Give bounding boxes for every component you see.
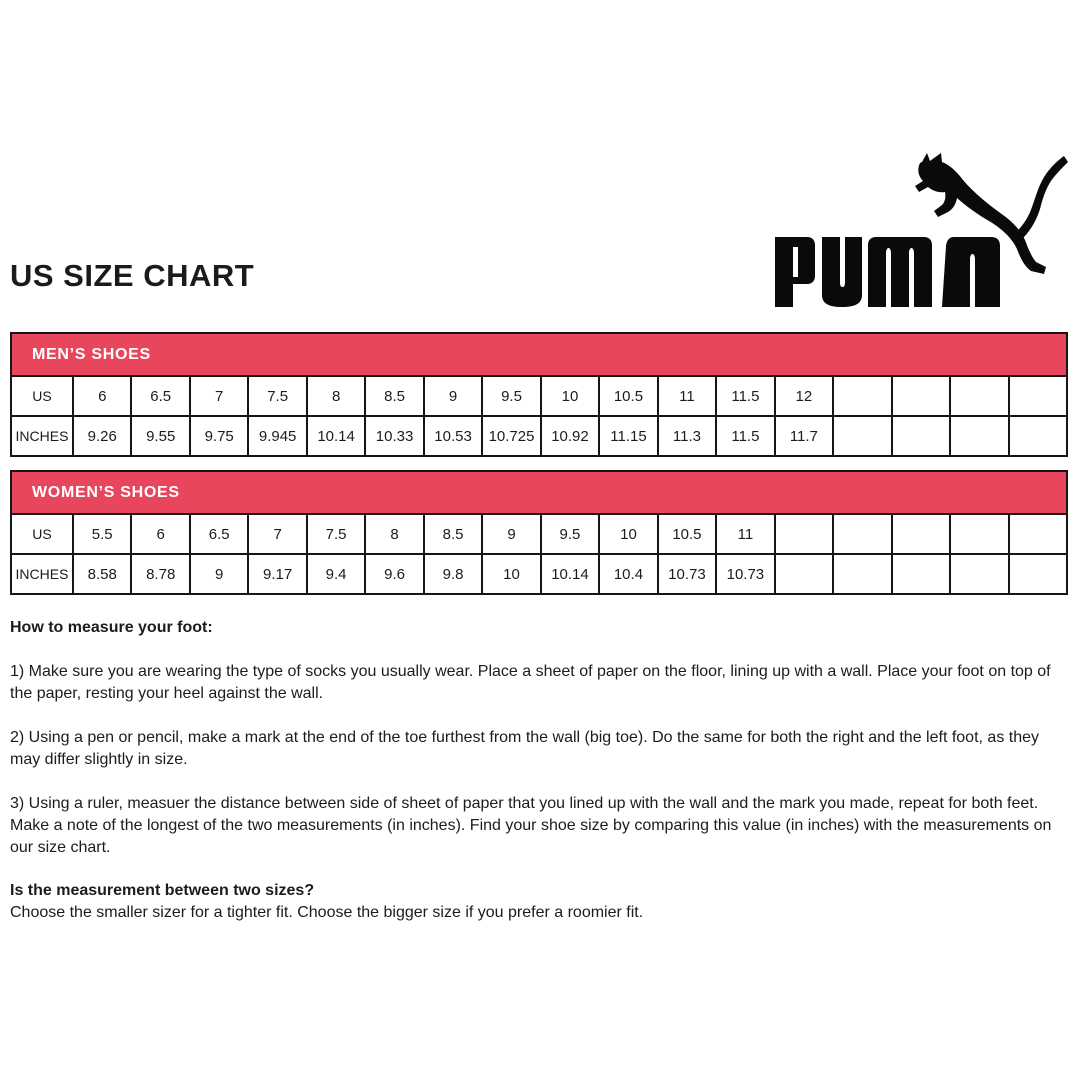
measure-step-3: 3) Using a ruler, measuer the distance between side of sheet of paper that you lined up with the wall and the mark you made, repeat for both feet. Make a note of the longest of the two measurements (in inches). Find your shoe size by comparing this value (in inches) with the measurements on our size chart.	[10, 795, 1052, 856]
size-cell: 9.26	[73, 416, 131, 456]
size-cell	[950, 376, 1008, 416]
womens-table-header	[10, 470, 1068, 513]
size-cell	[950, 514, 1008, 554]
size-cell	[892, 376, 950, 416]
size-cell: 9.55	[131, 416, 189, 456]
size-cell	[1009, 554, 1068, 594]
size-cell: 9.8	[424, 554, 482, 594]
size-cell	[775, 514, 833, 554]
womens-us-row	[11, 514, 1067, 554]
between-sizes-text: Choose the smaller sizer for a tighter fit. Choose the bigger size if you prefer a roomier fit.	[10, 904, 644, 921]
size-cell: 10.53	[424, 416, 482, 456]
size-cell	[1009, 376, 1068, 416]
size-cell	[892, 554, 950, 594]
size-cell: 6	[73, 376, 131, 416]
size-cell: 10	[541, 376, 599, 416]
letter-u	[822, 237, 862, 307]
size-cell: 9.945	[248, 416, 306, 456]
mens-us-row	[11, 376, 1067, 416]
size-cell: 9.6	[365, 554, 423, 594]
size-cell	[1009, 514, 1068, 554]
size-cell: 10.33	[365, 416, 423, 456]
size-tables	[10, 332, 1068, 595]
mens-size-table	[10, 375, 1068, 457]
puma-logo	[770, 147, 1070, 312]
size-cell: 8	[307, 376, 365, 416]
size-cell	[1009, 416, 1068, 456]
mens-inches-row-label: INCHES	[11, 416, 73, 456]
puma-wordmark	[775, 237, 1000, 307]
womens-us-row-label: US	[11, 514, 73, 554]
size-cell: 11.5	[716, 416, 774, 456]
womens-inches-row	[11, 554, 1067, 594]
size-cell: 11.7	[775, 416, 833, 456]
size-cell: 11.15	[599, 416, 657, 456]
size-cell: 10.92	[541, 416, 599, 456]
letter-p	[775, 237, 815, 307]
size-cell: 7	[190, 376, 248, 416]
size-cell: 9.5	[482, 376, 540, 416]
womens-table-header-label: WOMEN’S SHOES	[32, 483, 180, 501]
size-cell: 8	[365, 514, 423, 554]
size-cell: 5.5	[73, 514, 131, 554]
size-cell	[892, 514, 950, 554]
size-cell	[833, 416, 891, 456]
size-cell: 7.5	[307, 514, 365, 554]
page-title: US SIZE CHART	[10, 258, 255, 293]
size-cell: 10.5	[658, 514, 716, 554]
size-cell	[950, 554, 1008, 594]
mens-shoes-section	[10, 332, 1068, 457]
mens-inches-row	[11, 416, 1067, 456]
womens-shoes-section	[10, 470, 1068, 595]
size-cell: 10.725	[482, 416, 540, 456]
size-cell: 9.75	[190, 416, 248, 456]
letter-m	[868, 237, 932, 307]
puma-cat-tail-icon	[1013, 156, 1068, 242]
size-cell: 11.3	[658, 416, 716, 456]
size-cell: 11	[716, 514, 774, 554]
size-cell: 8.58	[73, 554, 131, 594]
mens-table-header-label: MEN’S SHOES	[32, 345, 151, 363]
size-cell: 10.5	[599, 376, 657, 416]
size-cell	[833, 554, 891, 594]
womens-size-table	[10, 513, 1068, 595]
between-sizes-heading: Is the measurement between two sizes?	[10, 882, 315, 899]
letter-a	[942, 237, 1000, 307]
size-cell: 10	[599, 514, 657, 554]
womens-inches-row-label: INCHES	[11, 554, 73, 594]
size-cell: 8.5	[365, 376, 423, 416]
size-cell: 8.5	[424, 514, 482, 554]
size-cell: 10.4	[599, 554, 657, 594]
size-cell: 9.4	[307, 554, 365, 594]
size-cell: 8.78	[131, 554, 189, 594]
size-cell: 6.5	[131, 376, 189, 416]
measure-step-2: 2) Using a pen or pencil, make a mark at the end of the toe furthest from the wall (big toe). Do the same for both the right and the left foot, as they may differ slightly in size.	[10, 729, 1039, 768]
size-cell: 10.14	[541, 554, 599, 594]
size-cell: 10.14	[307, 416, 365, 456]
size-cell: 9	[482, 514, 540, 554]
size-cell: 10	[482, 554, 540, 594]
measure-heading: How to measure your foot:	[10, 619, 213, 636]
size-cell	[892, 416, 950, 456]
size-cell: 9	[424, 376, 482, 416]
size-cell: 12	[775, 376, 833, 416]
size-cell: 6	[131, 514, 189, 554]
size-cell	[833, 376, 891, 416]
size-cell: 9	[190, 554, 248, 594]
size-cell: 10.73	[716, 554, 774, 594]
size-cell: 11.5	[716, 376, 774, 416]
mens-table-header	[10, 332, 1068, 375]
measure-step-1: 1) Make sure you are wearing the type of socks you usually wear. Place a sheet of paper on the floor, lining up with a wall. Place your foot on top of the paper, resting your heel against the wall.	[10, 663, 1051, 702]
size-cell: 9.5	[541, 514, 599, 554]
size-cell: 6.5	[190, 514, 248, 554]
instructions-section	[10, 617, 1068, 924]
size-cell: 7.5	[248, 376, 306, 416]
size-cell	[775, 554, 833, 594]
size-cell: 10.73	[658, 554, 716, 594]
size-cell	[833, 514, 891, 554]
size-cell: 9.17	[248, 554, 306, 594]
mens-us-row-label: US	[11, 376, 73, 416]
size-cell: 11	[658, 376, 716, 416]
size-cell: 7	[248, 514, 306, 554]
size-cell	[950, 416, 1008, 456]
